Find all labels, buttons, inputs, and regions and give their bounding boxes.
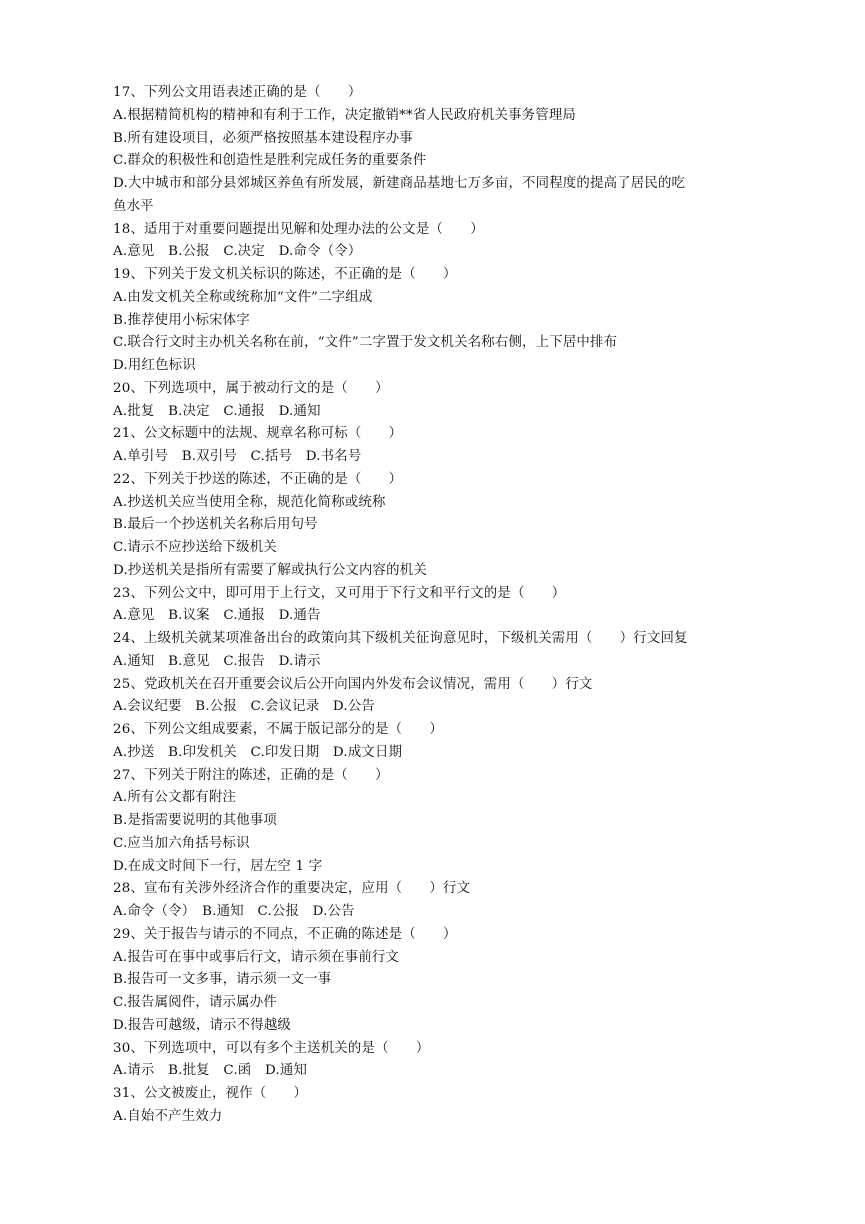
question-22-stem: 22、下列关于抄送的陈述，不正确的是（ ） bbox=[113, 471, 403, 487]
document-page bbox=[113, 82, 753, 1129]
question-23-stem: 23、下列公文中，即可用于上行文，又可用于下行文和平行文的是（ ） bbox=[113, 585, 566, 601]
question-21-stem: 21、公文标题中的法规、规章名称可标（ ） bbox=[113, 426, 403, 442]
question-25-stem: 25、党政机关在召开重要会议后公开向国内外发布会议情况，需用（ ）行文 bbox=[113, 676, 593, 692]
question-24-options: A.通知 B.意见 C.报告 D.请示 bbox=[113, 653, 321, 669]
question-29-option-a: A.报告可在事中或事后行文，请示须在事前行文 bbox=[113, 949, 400, 965]
question-29-option-b: B.报告可一文多事，请示须一文一事 bbox=[113, 972, 332, 988]
question-30-options: A.请示 B.批复 C.函 D.通知 bbox=[113, 1063, 308, 1079]
question-17-option-c: C.群众的积极性和创造性是胜利完成任务的重要条件 bbox=[113, 153, 427, 169]
question-30-stem: 30、下列选项中，可以有多个主送机关的是（ ） bbox=[113, 1040, 430, 1056]
question-17-option-d-continued: 鱼水平 bbox=[113, 198, 154, 214]
question-29-option-c: C.报告属阅件，请示属办件 bbox=[113, 995, 277, 1010]
question-29-option-d: D.报告可越级，请示不得越级 bbox=[113, 1017, 292, 1033]
question-18-stem: 18、适用于对重要问题提出见解和处理办法的公文是（ ） bbox=[113, 221, 484, 237]
question-20-stem: 20、下列选项中，属于被动行文的是（ ） bbox=[113, 380, 389, 396]
question-22-option-a: A.抄送机关应当使用全称，规范化简称或统称 bbox=[113, 494, 386, 510]
question-26-options: A.抄送 B.印发机关 C.印发日期 D.成文日期 bbox=[113, 744, 403, 760]
question-31-option-a: A.自始不产生效力 bbox=[113, 1108, 223, 1124]
question-26-stem: 26、下列公文组成要素，不属于版记部分的是（ ） bbox=[113, 722, 444, 737]
question-17-option-b: B.所有建设项目，必须严格按照基本建设程序办事 bbox=[113, 130, 413, 146]
question-21-options: A.单引号 B.双引号 C.括号 D.书名号 bbox=[113, 449, 362, 464]
question-19-stem: 19、下列关于发文机关标识的陈述，不正确的是（ ） bbox=[113, 267, 457, 282]
question-18-options: A.意见 B.公报 C.决定 D.命令（令） bbox=[113, 244, 362, 260]
question-29-stem: 29、关于报告与请示的不同点，不正确的陈述是（ ） bbox=[113, 926, 457, 942]
question-27-stem: 27、下列关于附注的陈述，正确的是（ ） bbox=[113, 767, 389, 783]
question-22-option-d: D.抄送机关是指所有需要了解或执行公文内容的机关 bbox=[113, 562, 427, 578]
question-27-option-a: A.所有公文都有附注 bbox=[113, 790, 237, 806]
question-31-stem: 31、公文被废止，视作（ ） bbox=[113, 1086, 308, 1101]
question-28-options: A.命令（令） B.通知 C.公报 D.公告 bbox=[113, 904, 355, 919]
question-27-option-b: B.是指需要说明的其他事项 bbox=[113, 813, 277, 828]
question-19-option-b: B.推荐使用小标宋体字 bbox=[113, 312, 250, 328]
question-25-options: A.会议纪要 B.公报 C.会议记录 D.公告 bbox=[113, 699, 376, 715]
question-22-option-c: C.请示不应抄送给下级机关 bbox=[113, 540, 277, 555]
question-17-option-d: D.大中城市和部分县郊城区养鱼有所发展，新建商品基地七万多亩，不同程度的提高了居民的吃 bbox=[113, 176, 686, 191]
question-19-option-d: D.用红色标识 bbox=[113, 358, 196, 373]
question-17-stem: 17、下列公文用语表述正确的是（ ） bbox=[113, 85, 362, 100]
question-19-option-c: C.联合行文时主办机关名称在前，“文件”二字置于发文机关名称右侧，上下居中排布 bbox=[113, 335, 618, 351]
question-19-option-a: A.由发文机关全称或统称加“文件”二字组成 bbox=[113, 289, 373, 305]
question-24-stem: 24、上级机关就某项准备出台的政策向其下级机关征询意见时，下级机关需用（ ）行文回复 bbox=[113, 631, 688, 646]
question-20-options: A.批复 B.决定 C.通报 D.通知 bbox=[113, 403, 321, 419]
question-17-option-a: A.根据精简机构的精神和有利于工作，决定撤销**省人民政府机关事务管理局 bbox=[113, 107, 577, 123]
question-27-option-d: D.在成文时间下一行，居左空 1 字 bbox=[113, 858, 323, 874]
question-27-option-c: C.应当加六角括号标识 bbox=[113, 835, 250, 851]
question-23-options: A.意见 B.议案 C.通报 D.通告 bbox=[113, 608, 321, 624]
question-28-stem: 28、宣布有关涉外经济合作的重要决定，应用（ ）行文 bbox=[113, 881, 471, 897]
question-22-option-b: B.最后一个抄送机关名称后用句号 bbox=[113, 517, 318, 533]
